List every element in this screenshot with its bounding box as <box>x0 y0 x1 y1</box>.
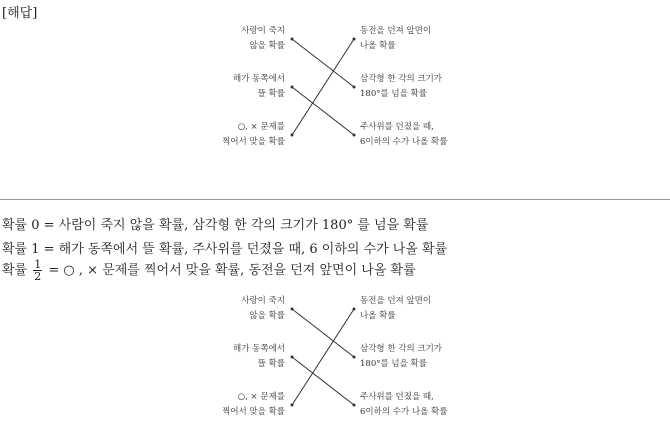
right-item-3-bottom: 주사위를 던졌을 때, 6이하의 수가 나올 확률 <box>360 392 448 417</box>
answer-line-prob-0: 확률 0 = 사람이 죽지 않을 확률, 삼각형 한 각의 크기가 180° 를 넘을 확률 <box>2 218 429 233</box>
left-item-3: ○, × 문제를 찍어서 맞을 확률 <box>222 122 285 147</box>
right-item-2: 삼각형 한 각의 크기가 180°를 넘을 확률 <box>360 74 443 99</box>
prob-label: 확률 <box>2 263 28 278</box>
fraction-numerator: 1 <box>34 258 42 271</box>
right-item-1: 동전을 던져 앞면이 나올 확률 <box>360 26 432 51</box>
left-item-1-bottom: 사랑이 죽지 않을 확률 <box>241 296 285 321</box>
left-item-2: 해가 동쪽에서 뜰 확률 <box>233 74 285 99</box>
fraction-one-half <box>33 259 42 282</box>
right-item-1-bottom: 동전을 던져 앞면이 나올 확률 <box>360 296 432 321</box>
section-divider <box>0 199 670 200</box>
left-item-3-bottom: ○, × 문제를 찍어서 맞을 확률 <box>222 392 285 417</box>
connector-lines <box>0 22 670 152</box>
fraction-denominator: 2 <box>34 270 42 283</box>
right-item-3: 주사위를 던졌을 때, 6이하의 수가 나올 확률 <box>360 122 448 147</box>
answer-line-prob-half <box>2 259 416 282</box>
matching-diagram-bottom <box>0 292 670 422</box>
prob-half-items: = ○ , × 문제를 찍어서 맞을 확률, 동전을 던져 앞면이 나올 확률 <box>48 263 416 278</box>
answer-line-prob-1: 확률 1 = 해가 동쪽에서 뜰 확률, 주사위를 던졌을 때, 6 이하의 수가 나올 확률 <box>2 242 448 257</box>
answer-header: [해답] <box>2 6 38 21</box>
left-item-2-bottom: 해가 동쪽에서 뜰 확률 <box>233 344 285 369</box>
right-item-2-bottom: 삼각형 한 각의 크기가 180°를 넘을 확률 <box>360 344 443 369</box>
left-item-1: 사랑이 죽지 않을 확률 <box>241 26 285 51</box>
matching-diagram-top <box>0 22 670 152</box>
connector-lines-bottom <box>0 292 670 422</box>
